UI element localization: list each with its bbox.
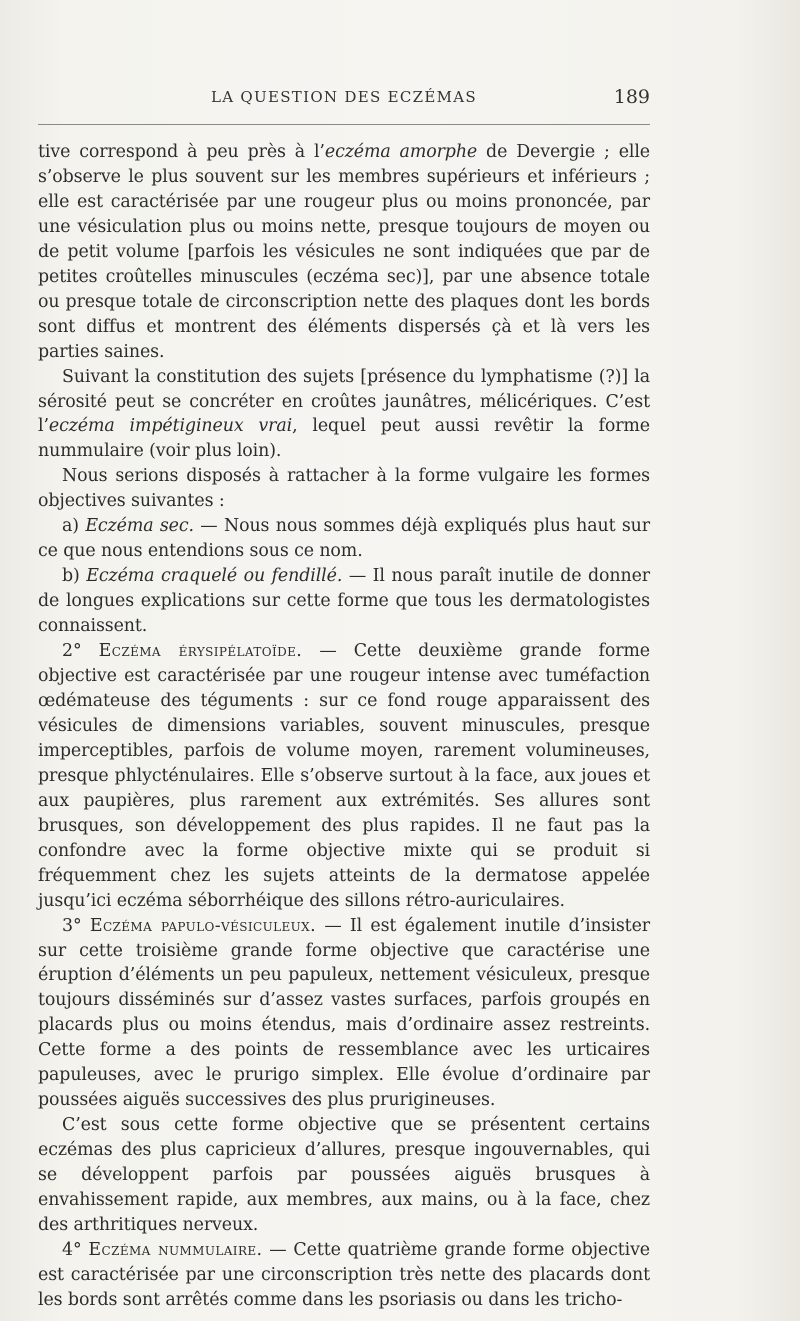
text-segment: Eczéma papulo-vésiculeux.	[89, 915, 317, 936]
text-segment: 3°	[62, 915, 90, 936]
text-segment: Nous serions disposés à rattacher à la forme vulgaire les formes objectives suivantes :	[38, 466, 650, 512]
text-segment: , lequel peut aussi revêtir la forme nummulaire (voir plus loin).	[38, 416, 650, 462]
page-header	[38, 84, 650, 114]
paragraph-p4	[38, 514, 650, 564]
text-segment: Eczéma sec.	[85, 516, 194, 537]
text-segment: a)	[62, 516, 86, 537]
text-segment: 2°	[62, 641, 99, 662]
text-segment: — Il est également inutile d’insister sur cette troisième grande forme objective que caractérise une éruption d’éléments un peu papuleux, nettement vésiculeux, presque toujours disséminés sur d’assez vastes surfaces, parfois groupés en placards plus ou moins étendus, mais d’ordinaire assez restreints. Cette forme a des points de ressemblance avec les urticaires papuleuses, avec le prurigo simplex. Elle évolue d’ordinaire par poussées aiguës successives des plus prurigineuses.	[38, 915, 650, 1111]
paragraph-p8	[38, 1113, 650, 1238]
paragraph-p7	[38, 914, 650, 1114]
text-segment: Eczéma craquelé ou fendillé.	[86, 566, 343, 587]
text-segment: tive correspond à peu près à l’	[38, 142, 325, 162]
text-segment: — Cette quatrième grande forme objective est caractérisée par une circonscription très nette des placards dont les bords sont arrêtés comme dans les psoriasis ou dans les tricho-	[38, 1239, 650, 1310]
running-title: LA QUESTION DES ECZÉMAS	[210, 88, 478, 106]
text-segment: C’est sous cette forme objective que se présentent certains eczémas des plus capricieux d’allures, presque ingouvernables, qui se développent parfois par poussées aiguës brusques à envahissement rapide, aux membres, aux mains, ou à la face, chez des arthritiques nerveux.	[38, 1115, 650, 1235]
paragraph-p6	[38, 639, 650, 913]
paragraph-p2	[38, 365, 650, 465]
text-segment: — Cette deuxième grande forme objective est caractérisée par une rougeur intense avec tuméfaction œdémateuse des téguments : sur ce fond rouge apparaissent des vésicules de dimensions variables, souvent minuscules, presque imperceptibles, parfois de volume moyen, rarement volumineuses, presque phlycténulaires. Elle s’observe surtout à la face, aux joues et aux paupières, plus rarement aux extrémités. Ses allures sont brusques, son développement des plus rapides. Il ne faut pas la confondre avec la forme objective mixte qui se produit si fréquemment chez les sujets atteints de la dermatose appelée jusqu’ici eczéma séborrhéique des sillons rétro-auriculaires.	[38, 641, 650, 911]
body-text	[38, 140, 650, 1313]
paragraph-p5	[38, 564, 650, 639]
text-segment: Suivant la constitution des sujets [présence du lymphatisme (?)] la sérosité peut se concréter en croûtes jaunâtres, mélicériques. C’est l’	[38, 366, 650, 437]
text-segment: Eczéma érysipélatoïde.	[98, 641, 303, 662]
text-segment: — Nous nous sommes déjà expliqués plus haut sur ce que nous entendions sous ce nom.	[38, 516, 650, 562]
text-segment: 4°	[62, 1239, 89, 1260]
text-segment: eczéma impétigineux vrai	[48, 416, 293, 437]
text-segment: b)	[62, 566, 87, 587]
text-segment: de Devergie ; elle s’observe le plus souvent sur les membres supérieurs et inférieurs ; elle est caractérisée par une rougeur plus ou moins prononcée, par une vésiculation plus ou moins nette, presque toujours de moyen ou de petit volume [parfois les vésicules ne sont indiquées que par de petites croûtelles minuscules (eczéma sec)], par une absence totale ou presque totale de circonscription nette des plaques dont les bords sont diffus et montrent des éléments dispersés çà et là vers les parties saines.	[38, 142, 650, 362]
text-segment: Eczéma nummulaire.	[88, 1239, 263, 1260]
text-segment: — Il nous paraît inutile de donner de longues explications sur cette forme que tous les dermatologistes connaissent.	[38, 566, 651, 637]
header-rule	[38, 124, 650, 125]
paragraph-p1	[38, 140, 650, 365]
text-segment: eczéma amorphe	[324, 142, 478, 162]
paragraph-p9	[38, 1238, 650, 1313]
paragraph-p3	[38, 464, 650, 514]
page-number: 189	[613, 86, 650, 108]
